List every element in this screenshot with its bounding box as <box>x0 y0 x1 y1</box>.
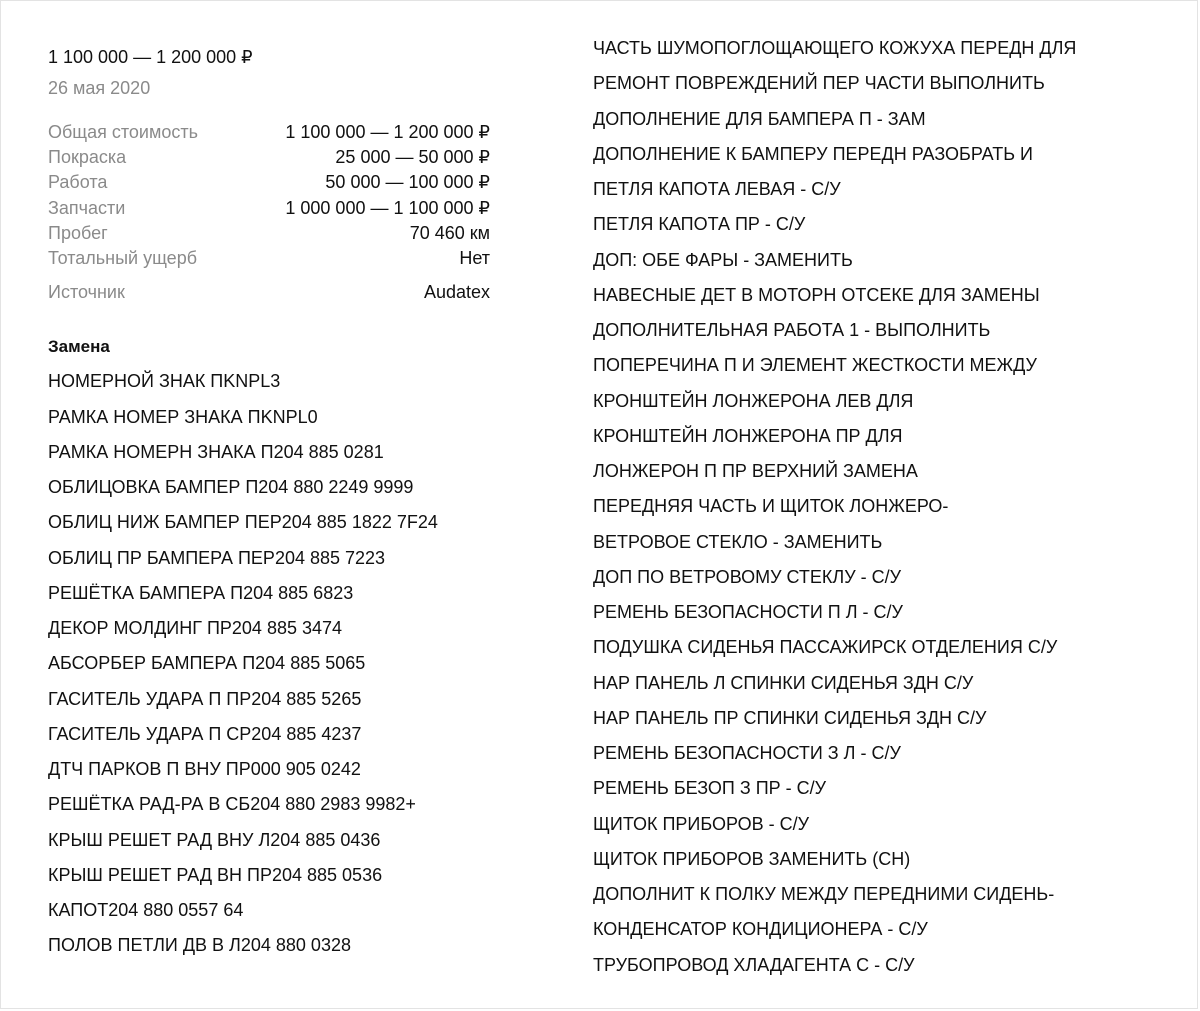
work-item: ПЕТЛЯ КАПОТА ПР - С/У <box>593 214 806 235</box>
replacement-item: РАМКА НОМЕРН ЗНАКА П204 885 0281 <box>48 441 384 462</box>
work-item: ДОПОЛНИТЕЛЬНАЯ РАБОТА 1 - ВЫПОЛНИТЬ <box>593 320 991 340</box>
work-item: ДОПОЛНЕНИЕ ДЛЯ БАМПЕРА П - ЗАМ <box>593 108 926 129</box>
work-item: ПЕРЕДНЯЯ ЧАСТЬ И ЩИТОК ЛОНЖЕРО- <box>593 496 949 517</box>
work-item: РЕМОНТ ПОВРЕЖДЕНИЙ ПЕР ЧАСТИ ВЫПОЛНИТЬ <box>593 73 1045 94</box>
work-item: ПОДУШКА СИДЕНЬЯ ПАССАЖИРСК ОТДЕЛЕНИЯ С/У <box>593 637 1058 658</box>
summary-row <box>48 246 490 271</box>
work-item: НАР ПАНЕЛЬ Л СПИНКИ СИДЕНЬЯ ЗДН С/У <box>593 672 974 693</box>
replacement-item: ДЕКОР МОЛДИНГ ПР204 885 3474 <box>48 618 343 639</box>
replacement-item: ОБЛИЦ НИЖ БАМПЕР ПЕР204 885 1822 7F24 <box>48 512 438 533</box>
replacement-item: ДТЧ ПАРКОВ П ВНУ ПР000 905 0242 <box>48 759 361 780</box>
source-value: Audatex <box>423 282 490 303</box>
work-item: РЕМЕНЬ БЕЗОП З ПР - С/У <box>593 778 827 799</box>
replacement-item: РАМКА НОМЕР ЗНАКА ПKNPL0 <box>48 406 318 427</box>
summary-row <box>48 196 490 221</box>
work-item: ПОПЕРЕЧИНА П И ЭЛЕМЕНТ ЖЕСТКОСТИ МЕЖДУ <box>593 355 1037 376</box>
work-item: ЩИТОК ПРИБОРОВ ЗАМЕНИТЬ (СН) <box>593 848 911 869</box>
summary-table <box>48 120 490 305</box>
replacement-item: НОМЕРНОЙ ЗНАК ПKNPL3 <box>48 371 281 392</box>
estimate-details <box>48 45 490 964</box>
summary-row <box>48 170 490 195</box>
work-item: ЛОНЖЕРОН П ПР ВЕРХНИЙ ЗАМЕНА <box>593 461 918 481</box>
source-row <box>48 280 490 305</box>
replacement-item: АБСОРБЕР БАМПЕРА П204 885 5065 <box>48 653 366 674</box>
replacement-item: ГАСИТЕЛЬ УДАРА П ПР204 885 5265 <box>48 688 362 709</box>
work-item: ЧАСТЬ ШУМОПОГЛОЩАЮЩЕГО КОЖУХА ПЕРЕДН ДЛЯ <box>593 38 1077 58</box>
summary-value: 50 000 — 100 000 ₽ <box>325 172 490 193</box>
replacement-item: КРЫШ РЕШЕТ РАД ВН ПР204 885 0536 <box>48 864 383 885</box>
summary-value: 1 100 000 — 1 200 000 ₽ <box>285 122 490 142</box>
replacement-item: РЕШЁТКА РАД-РА В СБ204 880 2983 9982+ <box>48 794 416 815</box>
summary-value: Нет <box>459 248 490 269</box>
work-item: НАР ПАНЕЛЬ ПР СПИНКИ СИДЕНЬЯ ЗДН С/У <box>593 707 987 728</box>
work-item: РЕМЕНЬ БЕЗОПАСНОСТИ З Л - С/У <box>593 743 901 763</box>
work-item: ДОП: ОБЕ ФАРЫ - ЗАМЕНИТЬ <box>593 249 853 270</box>
replacement-item: КРЫШ РЕШЕТ РАД ВНУ Л204 885 0436 <box>48 829 381 850</box>
works-column <box>593 31 1163 983</box>
summary-row <box>48 145 490 170</box>
work-item: ДОП ПО ВЕТРОВОМУ СТЕКЛУ - С/У <box>593 566 902 587</box>
estimate-date: 26 мая 2020 <box>48 78 151 98</box>
summary-value: 70 460 км <box>409 222 490 243</box>
summary-row <box>48 221 490 246</box>
summary-label: Общая стоимость <box>48 122 198 142</box>
summary-label: Покраска <box>48 147 127 168</box>
summary-row <box>48 120 490 145</box>
summary-label: Пробег <box>48 222 108 243</box>
replacement-item: ГАСИТЕЛЬ УДАРА П СР204 885 4237 <box>48 723 362 744</box>
summary-label: Тотальный ущерб <box>48 248 198 269</box>
work-item: ДОПОЛНИТ К ПОЛКУ МЕЖДУ ПЕРЕДНИМИ СИДЕНЬ- <box>593 884 1055 904</box>
summary-value: 1 000 000 — 1 100 000 ₽ <box>285 197 490 218</box>
work-item: КРОНШТЕЙН ЛОНЖЕРОНА ПР ДЛЯ <box>593 425 903 446</box>
replacement-list <box>48 364 490 963</box>
work-item: КОНДЕНСАТОР КОНДИЦИОНЕРА - С/У <box>593 919 928 940</box>
work-item: РЕМЕНЬ БЕЗОПАСНОСТИ П Л - С/У <box>593 602 903 622</box>
summary-label: Работа <box>48 172 108 193</box>
source-label: Источник <box>48 282 125 303</box>
replacement-item: ОБЛИЦ ПР БАМПЕРА ПЕР204 885 7223 <box>48 547 386 568</box>
work-item: ВЕТРОВОЕ СТЕКЛО - ЗАМЕНИТЬ <box>593 531 883 552</box>
work-item: ЩИТОК ПРИБОРОВ - С/У <box>593 813 810 834</box>
works-list <box>593 31 1163 983</box>
work-item: КРОНШТЕЙН ЛОНЖЕРОНА ЛЕВ ДЛЯ <box>593 390 914 411</box>
replacement-item: ПОЛОВ ПЕТЛИ ДВ В Л204 880 0328 <box>48 935 351 956</box>
summary-label: Запчасти <box>48 197 126 218</box>
replacement-item: КАПОТ204 880 0557 64 <box>48 900 244 921</box>
replacement-item: ОБЛИЦОВКА БАМПЕР П204 880 2249 9999 <box>48 477 414 498</box>
work-item: ТРУБОПРОВОД ХЛАДАГЕНТА С - С/У <box>593 954 915 975</box>
work-item: ПЕТЛЯ КАПОТА ЛЕВАЯ - С/У <box>593 179 841 199</box>
summary-value: 25 000 — 50 000 ₽ <box>335 147 490 168</box>
price-range: 1 100 000 — 1 200 000 ₽ <box>48 47 253 67</box>
work-item: ДОПОЛНЕНИЕ К БАМПЕРУ ПЕРЕДН РАЗОБРАТЬ И <box>593 143 1033 164</box>
work-item: НАВЕСНЫЕ ДЕТ В МОТОРН ОТСЕКЕ ДЛЯ ЗАМЕНЫ <box>593 284 1040 305</box>
replacement-heading: Замена <box>48 337 110 357</box>
replacement-item: РЕШЁТКА БАМПЕРА П204 885 6823 <box>48 582 354 603</box>
